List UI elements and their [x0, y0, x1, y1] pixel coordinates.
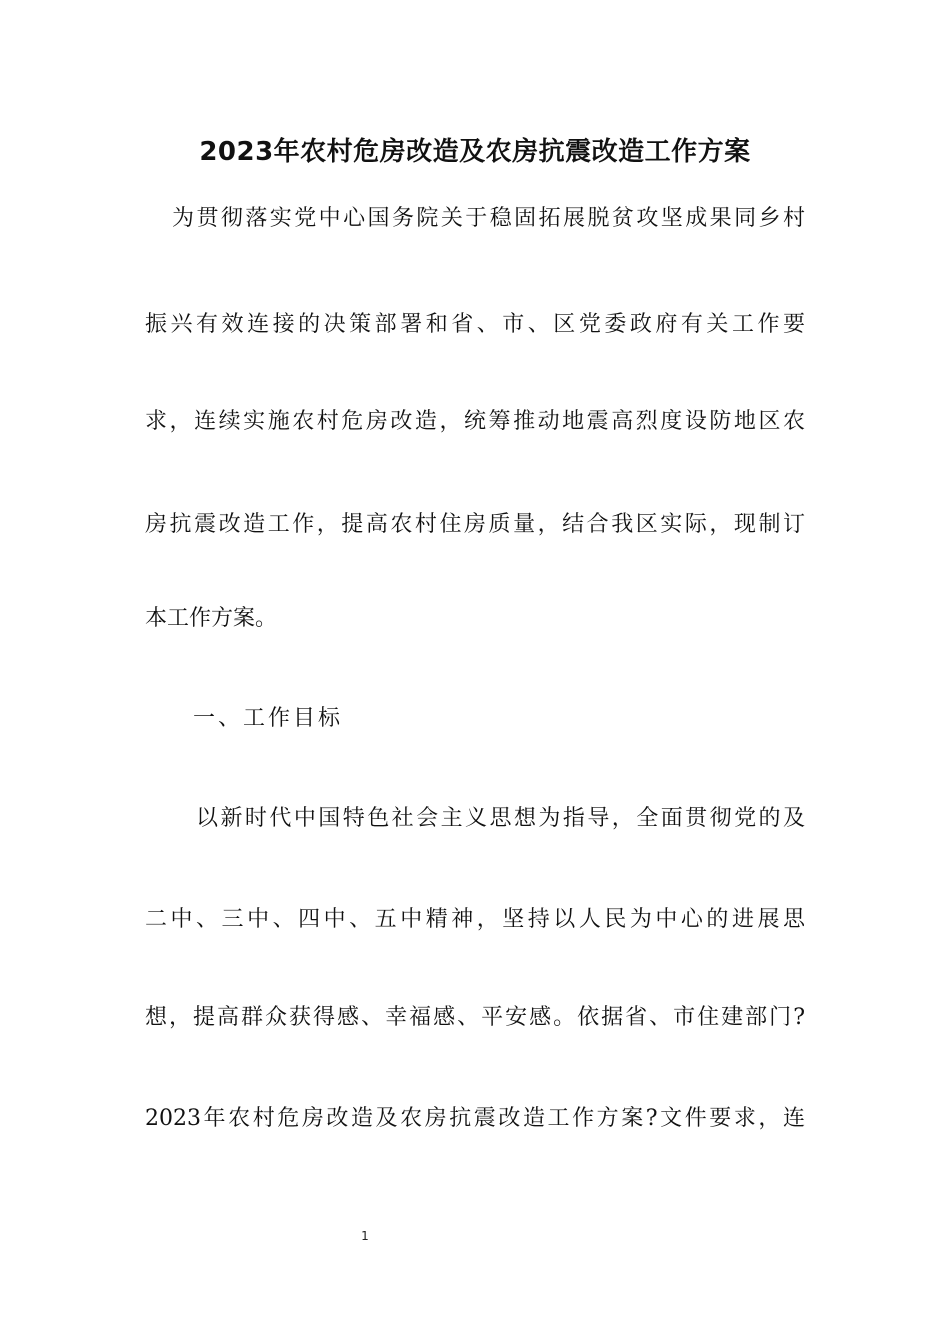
paragraph-1-line-5: 本工作方案。 [145, 606, 278, 631]
paragraph-2-line-4: 2023年农村危房改造及农房抗震改造工作方案?文件要求，连 [145, 1106, 805, 1131]
document-title: 2023年农村危房改造及农房抗震改造工作方案 [199, 137, 751, 167]
paragraph-1-line-2: 振兴有效连接的决策部署和省、市、区党委政府有关工作要 [145, 312, 805, 337]
paragraph-2-line-2: 二中、三中、四中、五中精神，坚持以人民为中心的进展思 [145, 907, 805, 932]
paragraph-1-line-3: 求，连续实施农村危房改造，统筹推动地震高烈度设防地区农 [145, 409, 805, 434]
paragraph-2-line-1: 以新时代中国特色社会主义思想为指导，全面贯彻党的及 [196, 806, 805, 831]
paragraph-1-line-1: 为贯彻落实党中心国务院关于稳固拓展脱贫攻坚成果同乡村 [172, 206, 805, 231]
section-heading-work-goals: 一、工作目标 [193, 706, 344, 731]
page-number: 1 [361, 1229, 369, 1243]
paragraph-2-line-3: 想，提高群众获得感、幸福感、平安感。依据省、市住建部门? [145, 1005, 805, 1030]
paragraph-1-line-4: 房抗震改造工作，提高农村住房质量，结合我区实际，现制订 [145, 512, 805, 537]
